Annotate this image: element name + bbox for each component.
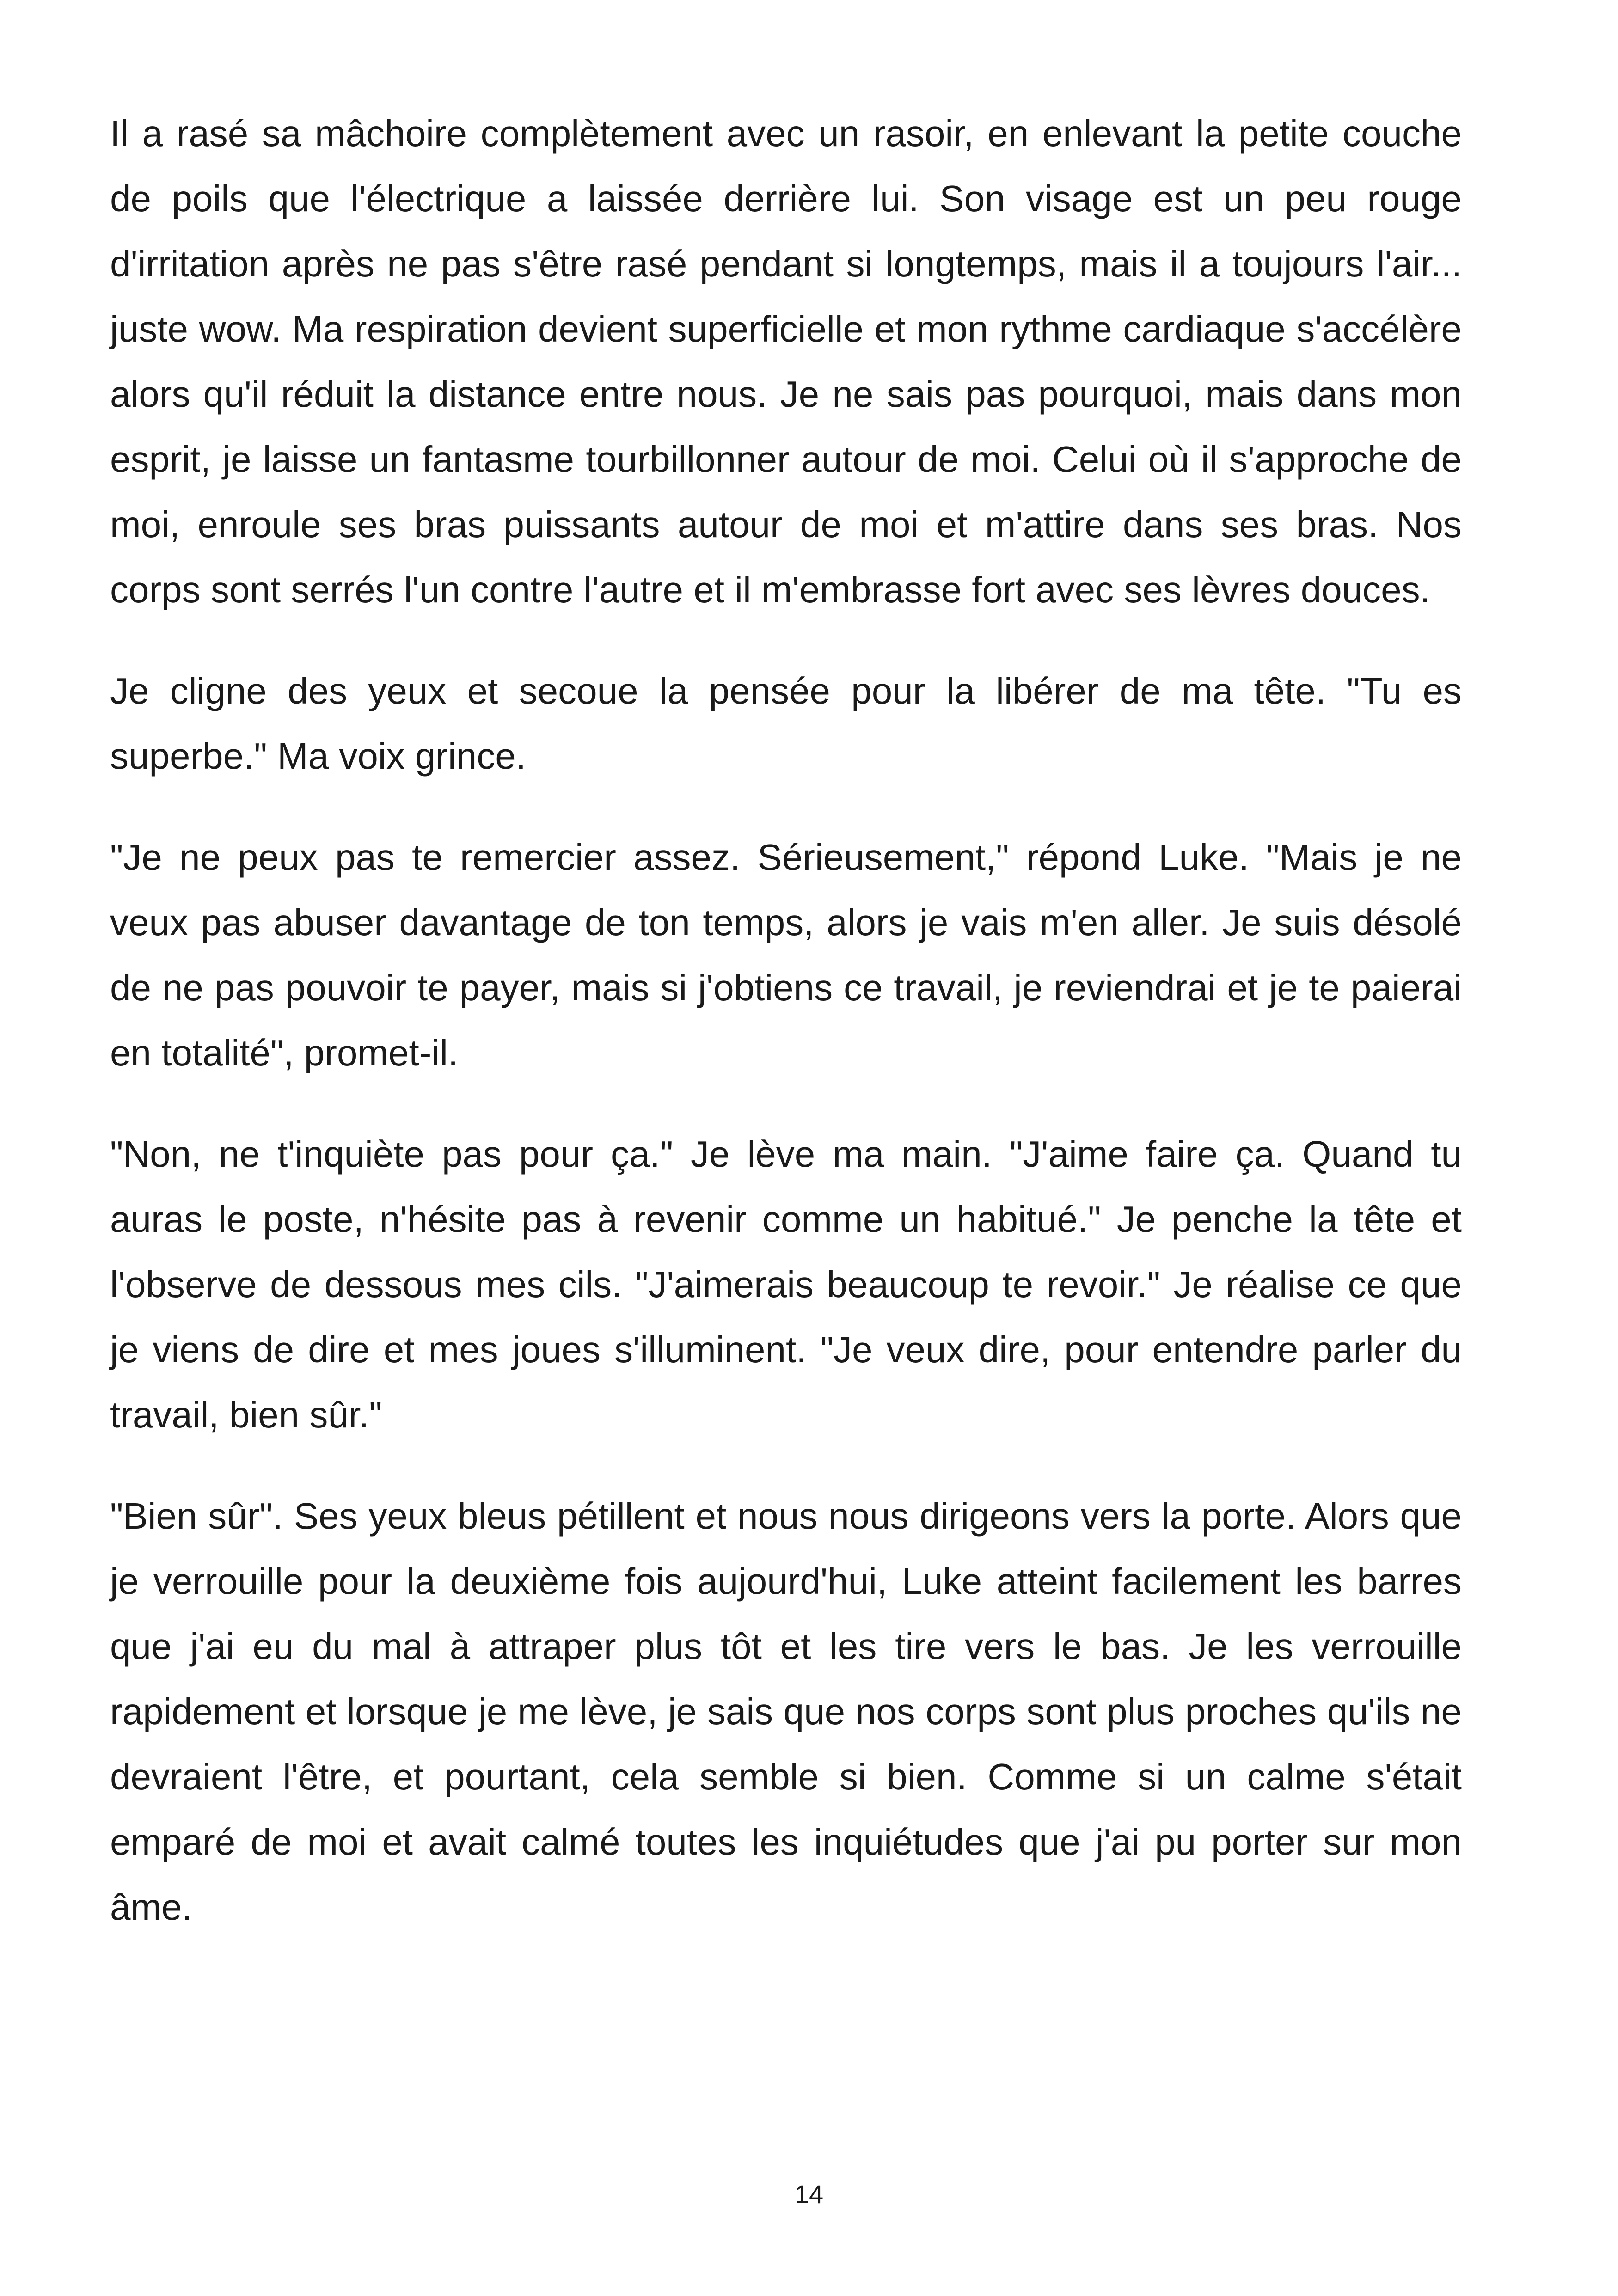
body-text <box>110 101 1462 1976</box>
paragraph-3: "Je ne peux pas te remercier assez. Sérieusement," répond Luke. "Mais je ne veux pas abuser davantage de ton temps, alors je vais m'en aller. Je suis désolé de ne pas pouvoir te payer, mais si j'obtiens ce travail, je reviendrai et je te paierai en totalité", promet-il. <box>110 837 1462 1073</box>
paragraph-4: "Non, ne t'inquiète pas pour ça." Je lève ma main. "J'aime faire ça. Quand tu auras le poste, n'hésite pas à revenir comme un habitué." Je penche la tête et l'observe de dessous mes cils. "J'aimerais beaucoup te revoir." Je réalise ce que je viens de dire et mes joues s'illuminent. "Je veux dire, pour entendre parler du travail, bien sûr." <box>110 1133 1462 1435</box>
page-number: 14 <box>794 2180 824 2209</box>
paragraph-5: "Bien sûr". Ses yeux bleus pétillent et nous nous dirigeons vers la porte. Alors que je verrouille pour la deuxième fois aujourd'hui, Luke atteint facilement les barres que j'ai eu du mal à attraper plus tôt et les tire vers le bas. Je les verrouille rapidement et lorsque je me lève, je sais que nos corps sont plus proches qu'ils ne devraient l'être, et pourtant, cela semble si bien. Comme si un calme s'était emparé de moi et avait calmé toutes les inquiétudes que j'ai pu porter sur mon âme. <box>110 1495 1462 1928</box>
paragraph-1: Il a rasé sa mâchoire complètement avec un rasoir, en enlevant la petite couche de poils que l'électrique a laissée derrière lui. Son visage est un peu rouge d'irritation après ne pas s'être rasé pendant si longtemps, mais il a toujours l'air... juste wow. Ma respiration devient superficielle et mon rythme cardiaque s'accélère alors qu'il réduit la distance entre nous. Je ne sais pas pourquoi, mais dans mon esprit, je laisse un fantasme tourbillonner autour de moi. Celui où il s'approche de moi, enroule ses bras puissants autour de moi et m'attire dans ses bras. Nos corps sont serrés l'un contre l'autre et il m'embrasse fort avec ses lèvres douces. <box>110 113 1462 610</box>
paragraph-2: Je cligne des yeux et secoue la pensée pour la libérer de ma tête. "Tu es superbe." Ma voix grince. <box>110 670 1462 777</box>
